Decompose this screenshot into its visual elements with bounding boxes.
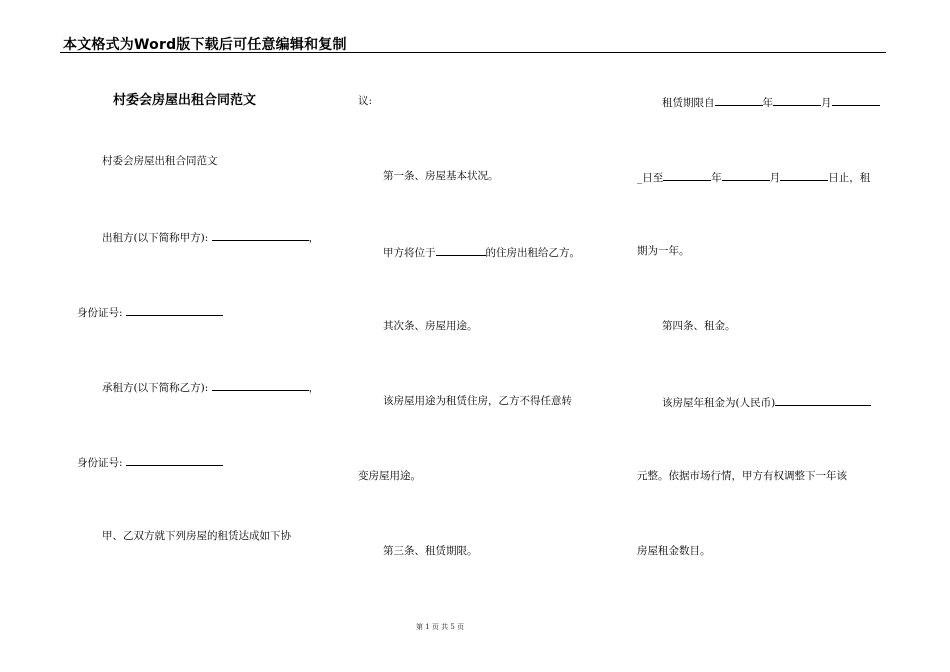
location-suffix: 的住房出租给乙方。 [485,247,580,259]
contract-subtitle: 村委会房屋出租合同范文 [102,155,218,167]
lessor-line [77,229,319,245]
rent-label: 该房屋年租金为(人民币) [662,397,776,409]
rent-line [637,394,871,410]
day-to-label: _日至 [637,172,664,184]
start-day-blank [832,94,880,106]
term-start-line [637,94,880,110]
start-month-blank [773,94,821,106]
article-1-heading: 第一条、房屋基本状况。 [383,170,499,182]
document-title: 村委会房屋出租合同范文 [113,93,257,108]
article-1-text [358,244,580,260]
column-left [77,0,329,640]
lessee-id-line [77,454,223,470]
lessee-id-blank [126,454,223,466]
rent-continuation-2: 房屋租金数目。 [637,545,711,557]
article-2-text: 该房屋用途为租赁住房，乙方不得任意转 [383,395,572,407]
end-day-blank [780,169,828,181]
lessee-blank [212,379,309,391]
lessee-line [77,379,319,395]
year-label: 年 [762,97,773,109]
month-label: 月 [769,172,781,184]
id-label: 身份证号: [77,457,123,469]
end-month-blank [722,169,770,181]
lessor-blank [212,229,309,241]
lessor-id-line [77,304,223,320]
end-year-blank [663,169,711,181]
article-2-continuation: 变房屋用途。 [358,470,421,482]
lessee-label: 承租方(以下简称乙方): [102,382,209,394]
term-continuation: 期为一年。 [637,245,690,257]
lessor-label: 出租方(以下简称甲方): [102,232,209,244]
month-label: 月 [821,97,832,109]
article-4-heading: 第四条、租金。 [662,320,736,332]
term-label: 租赁期限自 [662,97,715,109]
page-number: 第 1 页 共 5 页 [415,623,465,631]
day-end-label: 日止，租 [828,172,871,184]
term-end-line [637,169,870,185]
location-label: 甲方将位于 [383,247,436,259]
lessee-suffix: ， [308,382,320,394]
rent-continuation: 元整。依据市场行情，甲方有权调整下一年该 [637,470,847,482]
lessor-id-blank [126,304,223,316]
start-year-blank [715,94,763,106]
column-right [637,0,887,640]
agreement-continuation: 议: [358,95,373,107]
location-blank [436,244,486,256]
rent-amount-blank [775,394,871,406]
document-header: 本文格式为Word版下载后可任意编辑和复制 [63,37,347,53]
article-2-heading: 其次条、房屋用途。 [383,320,478,332]
agreement-text: 甲、乙双方就下列房屋的租赁达成如下协 [102,530,291,542]
id-label: 身份证号: [77,307,123,319]
article-3-heading: 第三条、租赁期限。 [383,545,478,557]
year-label: 年 [711,172,722,184]
lessor-suffix: ， [308,232,320,244]
column-middle [358,0,602,640]
